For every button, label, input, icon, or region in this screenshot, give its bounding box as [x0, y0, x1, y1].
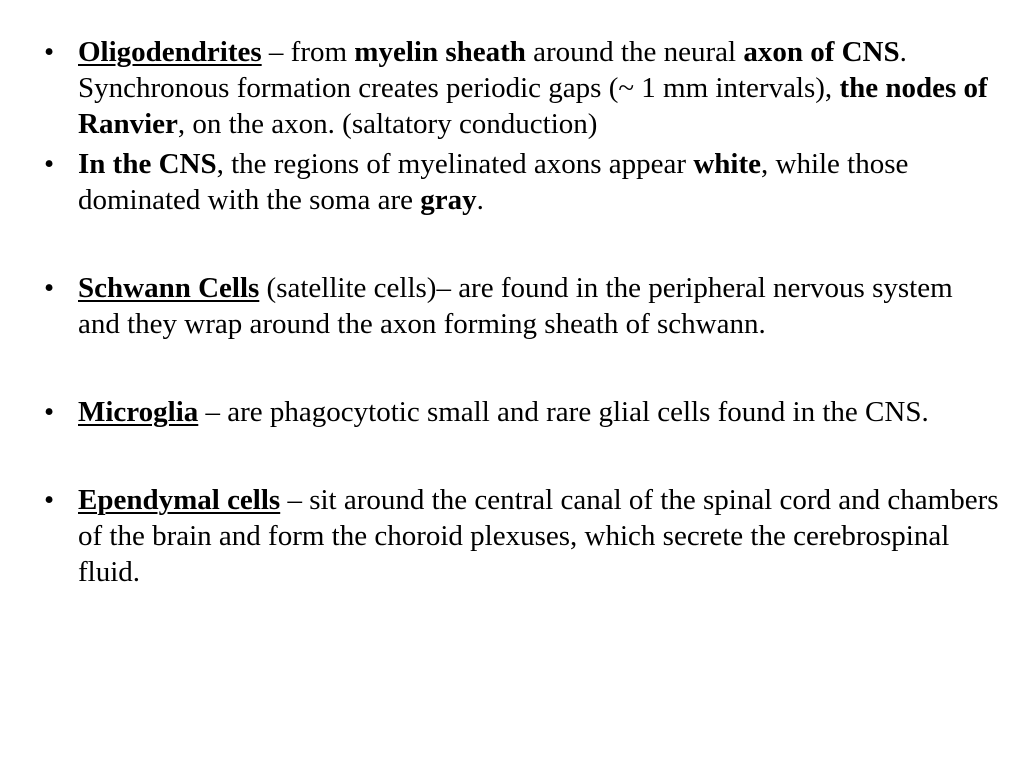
bullet-microglia: [0, 394, 1000, 430]
bullet-in-the-cns: [0, 146, 1000, 218]
bold-nodes-of-ranvier: the nodes of Ranvier: [78, 72, 988, 140]
bullet-oligodendrites: [0, 34, 1000, 142]
text-segment: , while those dominated with the soma are: [78, 148, 909, 216]
bullet-schwann-cells: [0, 270, 1000, 342]
text-segment: around the neural: [525, 36, 744, 68]
bullet-dot: •: [44, 36, 55, 68]
term-oligodendrites: Oligodendrites: [78, 36, 262, 68]
text-segment: . Synchronous formation creates periodic gaps (~ 1 mm intervals),: [78, 36, 907, 104]
bullet-dot: •: [44, 396, 55, 428]
text-segment: – from: [261, 36, 355, 68]
text-segment: – sit around the central canal of the spinal cord and chambers of the brain and form the choroid plexuses, which secrete the cerebrospinal fluid.: [78, 484, 999, 588]
text-segment: – are phagocytotic small and rare glial cells found in the CNS.: [198, 396, 929, 428]
text-segment: .: [476, 184, 484, 216]
bold-in-the-cns: In the CNS: [78, 148, 217, 180]
bullet-list: [0, 34, 1000, 590]
term-microglia: Microglia: [78, 396, 199, 428]
bullet-dot: •: [44, 484, 55, 516]
bold-gray: gray: [420, 184, 477, 216]
bold-white: white: [693, 148, 761, 180]
bold-axon-of-cns: axon of CNS: [743, 36, 900, 68]
term-ependymal-cells: Ependymal cells: [78, 484, 281, 516]
bullet-ependymal-cells: [0, 482, 1000, 590]
text-segment: , the regions of myelinated axons appear: [216, 148, 694, 180]
bold-myelin-sheath: myelin sheath: [354, 36, 526, 68]
bullet-dot: •: [44, 148, 55, 180]
text-segment: , on the axon. (saltatory conduction): [177, 108, 598, 140]
term-schwann-cells: Schwann Cells: [78, 272, 260, 304]
text-segment: (satellite cells)– are found in the peripheral nervous system and they wrap around the axon forming sheath of schwann.: [78, 272, 953, 340]
bullet-dot: •: [44, 272, 55, 304]
